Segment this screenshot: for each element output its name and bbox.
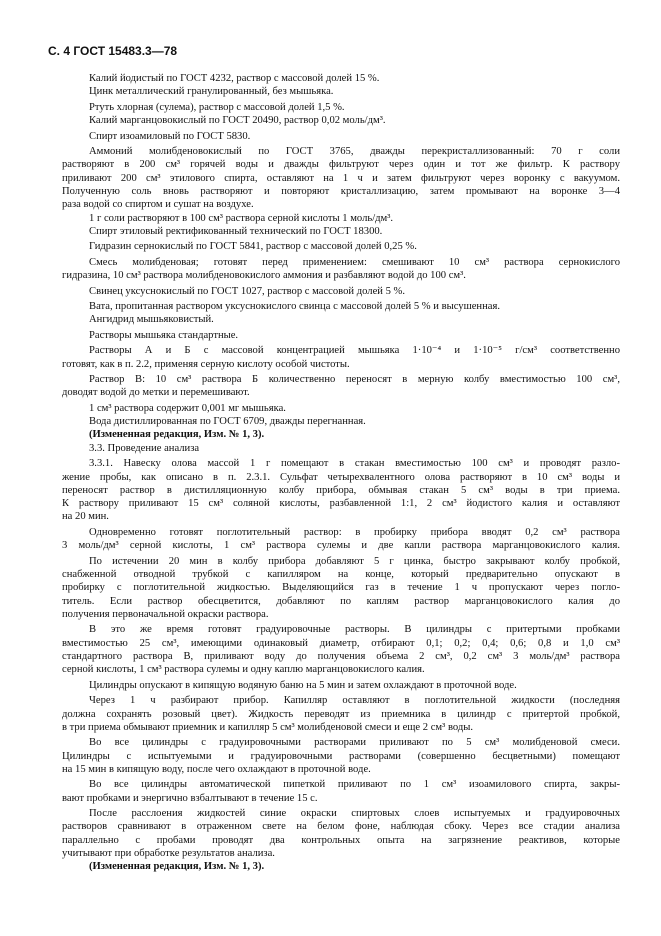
text-line: Во все цилиндры с градуировочными растворами приливают по 5 см³ молибденовой смеси. bbox=[89, 737, 620, 749]
text-line: растворов сравнивают в отраженном свете на белом фоне, наблюдая сбоку. Через все стадии анализа bbox=[62, 821, 620, 833]
text-line: пробирку с поглотительной жидкостью. Выделяющийся газ в течение 1 ч пропускают через погло- bbox=[62, 582, 620, 594]
text-line: Через 1 ч разбирают прибор. Капилляр оставляют в поглотительной жидкости (последняя bbox=[89, 695, 620, 707]
text-line: титель. Если раствор обесцветится, добавляют по каплям раствор марганцовокислого калия до bbox=[62, 595, 620, 607]
text-line: (Измененная редакция, Изм. № 1, 3). bbox=[89, 861, 265, 873]
text-line: (Измененная редакция, Изм. № 1, 3). bbox=[89, 429, 265, 441]
text-line: Свинец уксуснокислый по ГОСТ 1027, раствор с массовой долей 5 %. bbox=[89, 285, 406, 297]
text-line: Раствор В: 10 см³ раствора Б количественно переносят в мерную колбу вместимостью 100 см³, bbox=[89, 374, 620, 386]
text-line: Вода дистиллированная по ГОСТ 6709, дважды перегнанная. bbox=[89, 416, 366, 428]
text-line: Растворы мышьяка стандартные. bbox=[89, 329, 239, 341]
text-line: Во все цилиндры автоматической пипеткой приливают по 1 см³ изоамилового спирта, закры- bbox=[89, 779, 620, 791]
text-line: в три приема обмывают приемник и капилляр 5 см³ молибденовой смеси и еще 2 см³ воды. bbox=[62, 721, 474, 733]
text-line: на 15 мин в кипящую воду, после чего охлаждают в проточной воде. bbox=[62, 763, 371, 775]
text-line: готовят, как в п. 2.2, применяя серную кислоту особой чистоты. bbox=[62, 358, 350, 370]
text-line: переносят раствор в дистилляционную колбу прибора, обмывая стакан 5 см³ воды в три приема. bbox=[62, 484, 620, 496]
text-line: После расслоения жидкостей синие окраски спиртовых слоев испытуемых и градуировочных bbox=[89, 808, 620, 820]
text-line: вают пробками и энергично взбалтывают в течение 15 с. bbox=[62, 792, 318, 804]
document-body bbox=[62, 72, 620, 874]
text-line: Калий марганцовокислый по ГОСТ 20490, раствор 0,02 моль/дм³. bbox=[89, 115, 386, 127]
text-line: должна сохранять розовый цвет). Жидкость переводят из приемника в цилиндр с притертой пробкой, bbox=[62, 708, 620, 720]
text-line: Вата, пропитанная раствором уксуснокислого свинца с массовой долей 5 % и высушенная. bbox=[89, 301, 500, 313]
text-line: 3.3.1. Навеску олова массой 1 г помещают в стакан вместимостью 100 см³ и проводят разло- bbox=[89, 458, 620, 470]
text-line: Калий йодистый по ГОСТ 4232, раствор с массовой долей 15 %. bbox=[89, 73, 380, 84]
text-line: жение пробы, как описано в п. 2.3.1. Сульфат четырехвалентного олова растворяют в 10 см³ воды и bbox=[62, 471, 620, 483]
text-line: гидразина, 10 см³ раствора молибденовокислого аммония и разбавляют водой до 100 см³. bbox=[62, 270, 466, 282]
text-line: Гидразин сернокислый по ГОСТ 5841, раствор с массовой долей 0,25 %. bbox=[89, 241, 417, 253]
text-line: 1 г соли растворяют в 100 см³ раствора серной кислоты 1 моль/дм³. bbox=[89, 212, 394, 224]
text-line: Растворы А и Б с массовой концентрацией мышьяка 1·10⁻⁴ и 1·10⁻⁵ г/см³ соответственно bbox=[89, 345, 620, 357]
text-line: Спирт этиловый ректификованный технический по ГОСТ 18300. bbox=[89, 225, 383, 237]
text-line: Одновременно готовят поглотительный раствор: в пробирку прибора вводят 0,2 см³ раствора bbox=[89, 526, 620, 538]
text-line: Полученную соль вновь растворяют и повторяют кристаллизацию, затем промывают на воронке 3—4 bbox=[62, 185, 620, 197]
text-line: 3 моль/дм³ серной кислоты, 1 см³ раствора сулемы и две капли раствора марганцовокислого калия. bbox=[62, 540, 620, 552]
text-line: Ртуть хлорная (сулема), раствор с массовой долей 1,5 %. bbox=[89, 101, 345, 113]
text-line: Цинк металлический гранулированный, без мышьяка. bbox=[89, 86, 334, 98]
text-line: доводят водой до метки и перемешивают. bbox=[62, 387, 250, 399]
text-line: К раствору приливают 15 см³ соляной кислоты, разбавленной 1:1, 2 см³ йодистого калия и оставляют bbox=[62, 498, 620, 510]
text-line: параллельно с пробами проводят два контрольных опыта на загрязнение реактивов, которые bbox=[62, 834, 620, 846]
text-line: раза водой со спиртом и сушат на воздухе. bbox=[62, 199, 254, 211]
text-line: Ангидрид мышьяковистый. bbox=[89, 314, 214, 326]
text-line: Смесь молибденовая; готовят перед применением: смешивают 10 см³ раствора сернокислого bbox=[89, 256, 620, 268]
text-line: стандартного раствора В, приливают воду до получения объема 2 см³, 0,2 см³ 3 моль/дм³ раствора bbox=[62, 650, 620, 662]
text-line: В это же время готовят градуировочные растворы. В цилиндры с притертыми пробками bbox=[89, 624, 620, 636]
text-line: 1 см³ раствора содержит 0,001 мг мышьяка. bbox=[89, 402, 286, 414]
text-line: приливают 200 см³ этилового спирта, оставляют на 1 ч и затем фильтруют через воронку с вакуумом. bbox=[62, 172, 620, 184]
text-line: 3.3. Проведение анализа bbox=[89, 442, 200, 454]
text-line: По истечении 20 мин в колбу прибора добавляют 5 г цинка, быстро закрывают колбу пробкой, bbox=[89, 555, 620, 567]
text-line: Цилиндры опускают в кипящую водяную баню на 5 мин и затем охлаждают в проточной воде. bbox=[89, 679, 517, 691]
text-line: серной кислоты, 1 см³ раствора сулемы и одну каплю марганцовокислого калия. bbox=[62, 664, 425, 676]
text-line: Аммоний молибденовокислый по ГОСТ 3765, дважды перекристаллизованный: 70 г соли bbox=[89, 146, 620, 158]
text-line: растворяют в 200 см³ горячей воды и дважды фильтруют через один и тот же фильтр. К раствору bbox=[62, 159, 620, 171]
text-line: получения первоначальной окраски раствора. bbox=[62, 608, 269, 620]
text-line: учитывают при обработке результатов анализа. bbox=[62, 848, 275, 860]
text-line: Спирт изоамиловый по ГОСТ 5830. bbox=[89, 130, 251, 142]
text-line: снабженной отводной трубкой с капилляром на конце, который предварительно опускают в bbox=[62, 569, 620, 581]
page-header: С. 4 ГОСТ 15483.3—78 bbox=[48, 44, 178, 58]
text-line: вместимостью 25 см³, имеющими одинаковый диаметр, отбирают 0,1; 0,2; 0,4; 0,6; 0,8 и 1,0 см³ bbox=[62, 637, 620, 649]
text-line: Цилиндры с испытуемыми и градуировочными растворами (совершенно бесцветными) помещают bbox=[62, 750, 620, 762]
text-line: на 20 мин. bbox=[62, 511, 109, 523]
